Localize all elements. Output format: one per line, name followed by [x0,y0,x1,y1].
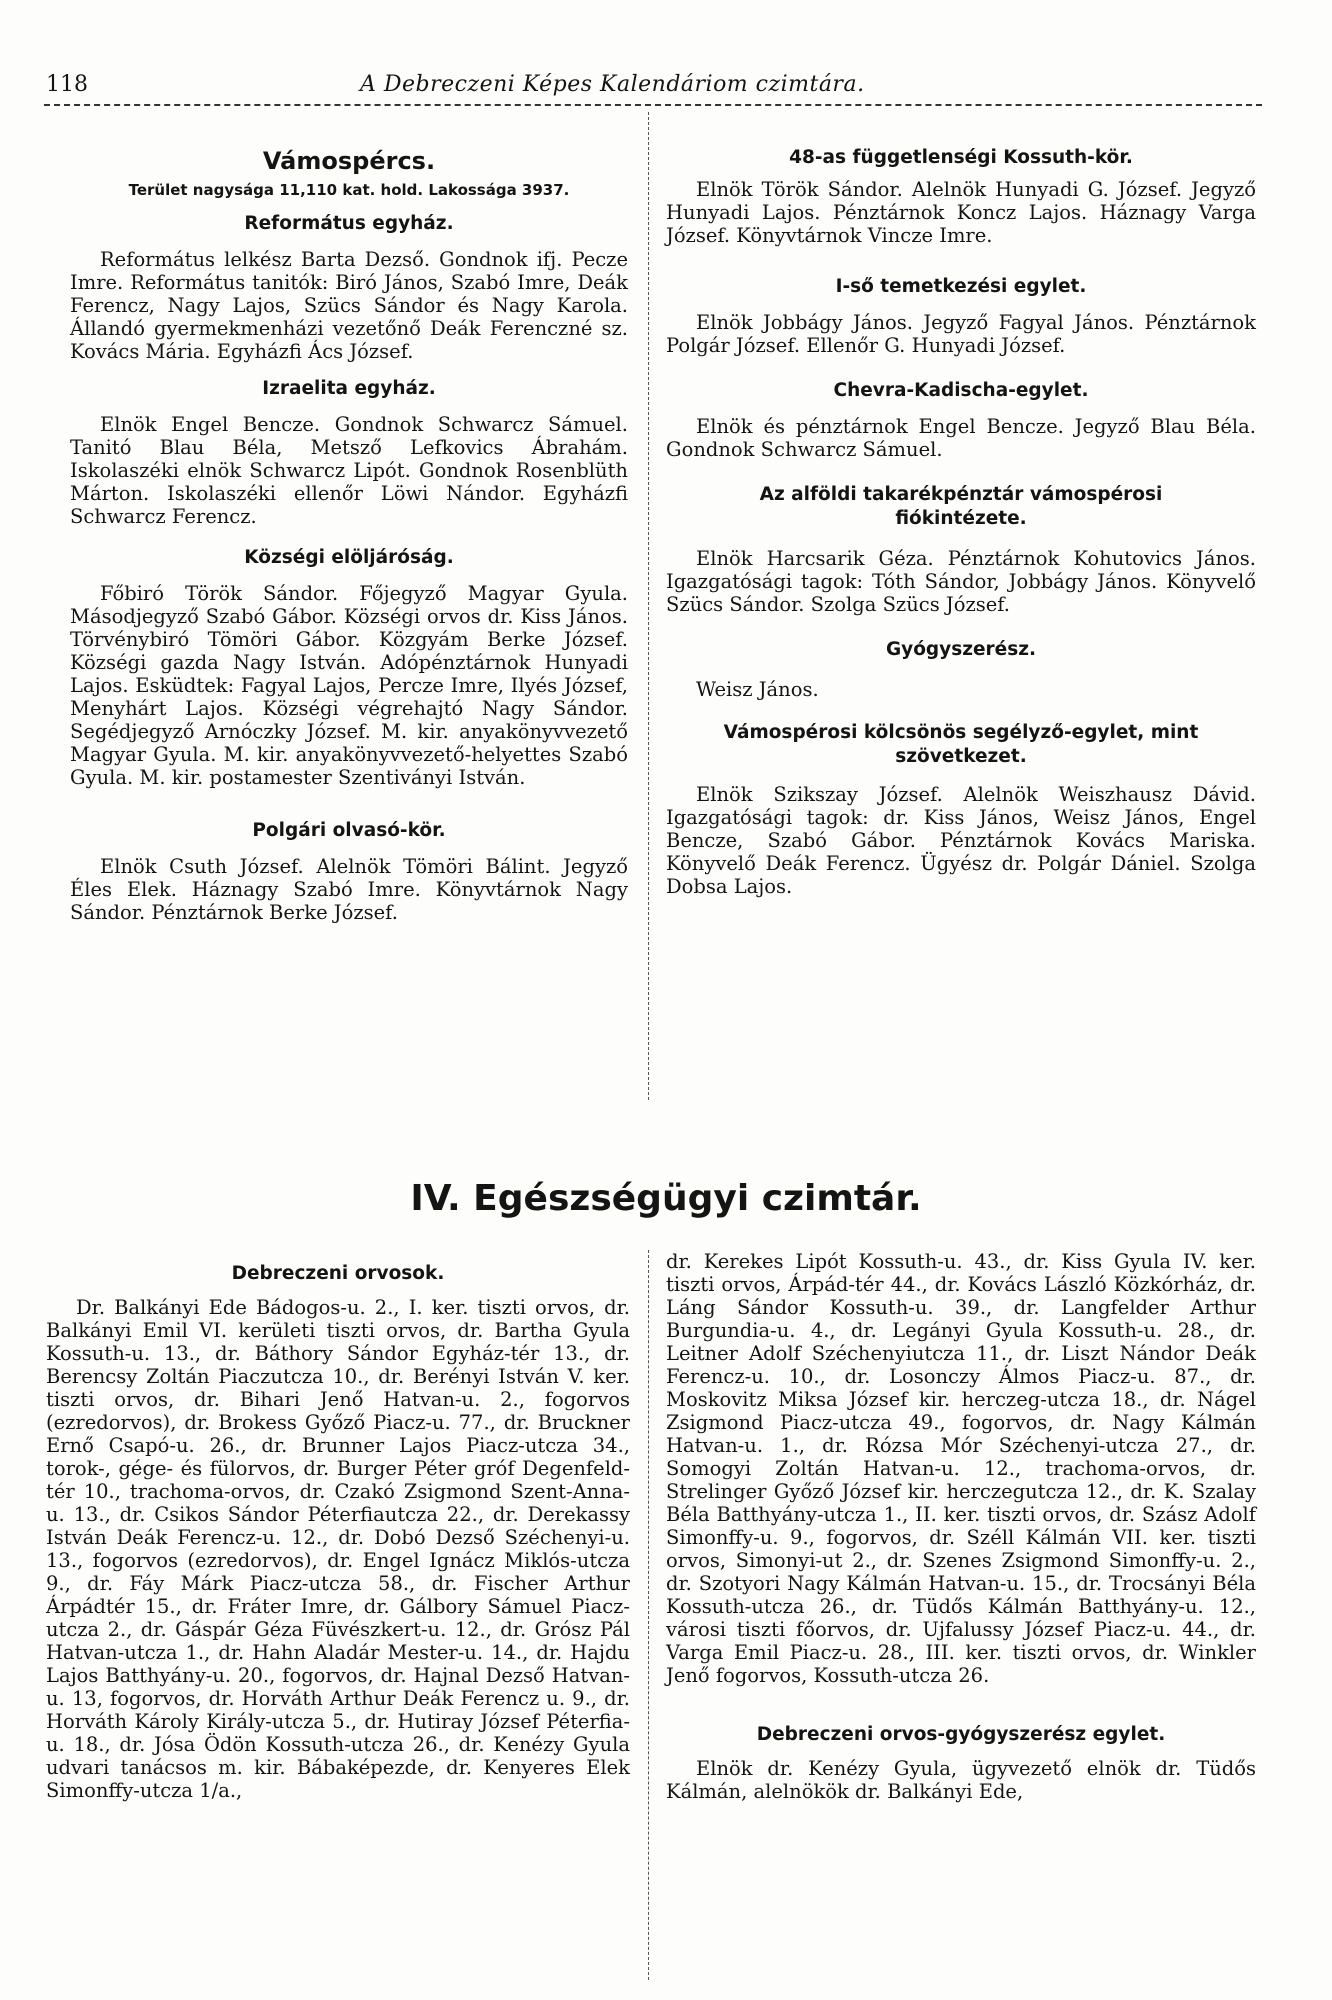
egylet-heading: Debreczeni orvos-gyógyszerész egylet. [756,1724,1166,1745]
segelyzo-text: Elnök Szikszay József. Alelnök Weiszhausz Dávid. Igazgatósági tagok: dr. Kiss János, Weisz János, Engel Bencze, Szabó Gábor. Pénztárnok Kovács Mariska. Könyvelő Deák Ferencz. Ügyész dr. Polgár Dániel. Szolga Dobsa Lajos. [666,783,1256,898]
chevra-heading: Chevra-Kadischa-egylet. [833,380,1089,401]
section-title: IV. Egészségügyi czimtár. [410,1178,922,1219]
bottom-right-column [666,1250,1256,1803]
kozsegi-text: Főbiró Török Sándor. Főjegyző Magyar Gyula. Másodjegyző Szabó Gábor. Községi orvos dr. Kiss János. Törvénybiró Tömöri Gábor. Közgyám Berke József. Községi gazda Nagy István. Adópénztárnok Hunyadi Lajos. Esküdtek: Fagyal Lajos, Percze Imre, Ilyés József, Menyhárt Lajos. Községi végrehajtó Nagy Sándor. Segédjegyző Arnóczky József. M. kir. anyakönyvvezető Magyar Gyula. M. kir. anyakönyvvezető-helyettes Szabó Gyula. M. kir. postamester Szentiványi István. [70,582,628,789]
page-number: 118 [46,72,88,97]
kossuth-heading: 48-as függetlenségi Kossuth-kör. [789,147,1133,168]
running-title: A Debreczeni Képes Kalendáriom czimtára. [360,72,865,97]
gyogyszeresz-heading: Gyógyszerész. [885,639,1037,660]
polgari-text: Elnök Csuth József. Alelnök Tömöri Bálint. Jegyző Éles Elek. Háznagy Szabó Imre. Könyvtárnok Nagy Sándor. Pénztárnok Berke József. [70,855,628,924]
top-left-column [70,146,628,924]
segelyzo-heading: Vámospérosi kölcsönös segélyző-egylet, mint szövetkezet. [723,722,1199,767]
takarek-text: Elnök Harcsarik Géza. Pénztárnok Kohutovics János. Igazgatósági tagok: Tóth Sándor, Jobbágy János. Könyvelő Szücs Sándor. Szolga Szücs József. [666,547,1256,616]
gyogyszeresz-text: Weisz János. [696,678,819,701]
bottom-column-divider [648,1250,649,1980]
town-title: Vámospércs. [262,147,436,175]
egylet-text: Elnök dr. Kenézy Gyula, ügyvezető elnök dr. Tüdős Kálmán, alelnökök dr. Balkányi Ede, [666,1757,1256,1803]
kozsegi-heading: Községi elöljáróság. [244,547,454,568]
top-column-divider [648,112,649,1100]
header-divider [44,104,1262,106]
bottom-left-column [46,1262,630,1802]
kossuth-text: Elnök Török Sándor. Alelnök Hunyadi G. József. Jegyző Hunyadi Lajos. Pénztárnok Koncz Lajos. Háznagy Varga József. Könyvtárnok Vincze Imre. [666,178,1256,247]
izraelita-heading: Izraelita egyház. [262,378,436,399]
izraelita-text: Elnök Engel Bencze. Gondnok Schwarcz Sámuel. Tanitó Blau Béla, Metsző Lefkovics Ábrahám. Iskolaszéki elnök Schwarcz Lipót. Gondnok Rosenblüth Márton. Iskolaszéki ellenőr Löwi Nándor. Egyházfi Schwarcz Ferencz. [70,413,628,528]
top-right-column [666,146,1256,898]
chevra-text: Elnök és pénztárnok Engel Bencze. Jegyző Blau Béla. Gondnok Schwarcz Sámuel. [666,415,1256,461]
reformatus-text: Református lelkész Barta Dezső. Gondnok ifj. Pecze Imre. Református tanitók: Biró János, Szabó Imre, Deák Ferencz, Nagy Lajos, Szücs Sándor és Nagy Karola. Állandó gyermekmenházi vezetőnő Deák Ferenczné sz. Kovács Mária. Egyházfi Ács József. [70,248,628,363]
reformatus-heading: Református egyház. [244,213,454,234]
town-subtitle: Terület nagysága 11,110 kat. hold. Lakossága 3937. [128,181,570,199]
takarek-heading: Az alföldi takarékpénztár vámospérosi fiókintézete. [759,484,1163,529]
polgari-heading: Polgári olvasó-kör. [252,820,446,841]
orvosok-continued-text: dr. Kerekes Lipót Kossuth-u. 43., dr. Kiss Gyula IV. ker. tiszti orvos, Árpád-tér 44., dr. Kovács László Közkórház, dr. Láng Sándor Kossuth-u. 39., dr. Langfelder Arthur Burgundia-u. 4., dr. Legányi Gyula Kossuth-u. 28., dr. Leitner Adolf Széchenyiutcza 11., dr. Liszt Nándor Deák Ferencz-u. 10., dr. Losonczy Álmos Piacz-u. 87., dr. Moskovitz Miksa József kir. herczeg-utcza 18., dr. Nágel Zsigmond Piacz-utcza 49., fogorvos, dr. Nagy Kálmán Hatvan-u. 1., dr. Rózsa Mór Széchenyi-utcza 27., dr. Somogyi Zoltán Hatvan-u. 12., trachoma-orvos, dr. Strelinger Győző József kir. herczegutcza 12., dr. K. Szalay Béla Batthyány-utcza 1., II. ker. tiszti orvos, dr. Szász Adolf Simonffy-u. 9., fogorvos, dr. Széll Kálmán VII. ker. tiszti orvos, Simonyi-ut 2., dr. Szenes Zsigmond Simonffy-u. 2., dr. Szotyori Nagy Kálmán Hatvan-u. 15., dr. Trocsányi Béla Kossuth-utcza 26., dr. Tüdős Kálmán Batthyány-u. 12., városi tiszti főorvos, dr. Ujfalussy József Piacz-u. 44., dr. Varga Emil Piacz-u. 28., III. ker. tiszti orvos, dr. Winkler Jenő fogorvos, Kossuth-utcza 26. [666,1250,1256,1687]
temetkezesi-heading: I-ső temetkezési egylet. [835,276,1087,297]
orvosok-heading: Debreczeni orvosok. [231,1263,445,1284]
orvosok-text: Dr. Balkányi Ede Bádogos-u. 2., I. ker. tiszti orvos, dr. Balkányi Emil VI. kerületi tiszti orvos, dr. Bartha Gyula Kossuth-u. 13., dr. Báthory Sándor Egyház-tér 13., dr. Berencsy Zoltán Piaczutcza 10., dr. Berényi István V. ker. tiszti orvos, dr. Bihari Jenő Hatvan-u. 2., fogorvos (ezredorvos), dr. Brokess Győző Piacz-u. 77., dr. Bruckner Ernő Csapó-u. 26., dr. Brunner Lajos Piacz-utcza 34., torok-, gége- és fülorvos, dr. Burger Péter gróf Degenfeld-tér 10., trachoma-orvos, dr. Czakó Zsigmond Szent-Anna-u. 13., dr. Csikos Sándor Péterfiautcza 22., dr. Derekassy István Deák Ferencz-u. 12., dr. Dobó Dezső Széchenyi-u. 13., fogorvos (ezredorvos), dr. Engel Ignácz Miklós-utcza 9., dr. Fáy Márk Piacz-utcza 58., dr. Fischer Arthur Árpádtér 15., dr. Fráter Imre, dr. Gálbory Sámuel Piacz-utcza 2., dr. Gáspár Géza Füvészkert-u. 12., dr. Grósz Pál Hatvan-utcza 1., dr. Hahn Aladár Mester-u. 14., dr. Hajdu Lajos Batthyány-u. 20., fogorvos, dr. Hajnal Dezső Hatvan-u. 13, fogorvos, dr. Horváth Arthur Deák Ferencz u. 9., dr. Horváth Károly Király-utcza 5., dr. Hutiray József Péterfia-u. 18., dr. Jósa Ödön Kossuth-utcza 26., dr. Kenézy Gyula udvari tanácsos m. kir. Bábaképezde, dr. Kenyeres Elek Simonffy-utcza 1/a., [46,1296,630,1802]
temetkezesi-text: Elnök Jobbágy János. Jegyző Fagyal János. Pénztárnok Polgár József. Ellenőr G. Hunyadi József. [666,311,1256,357]
